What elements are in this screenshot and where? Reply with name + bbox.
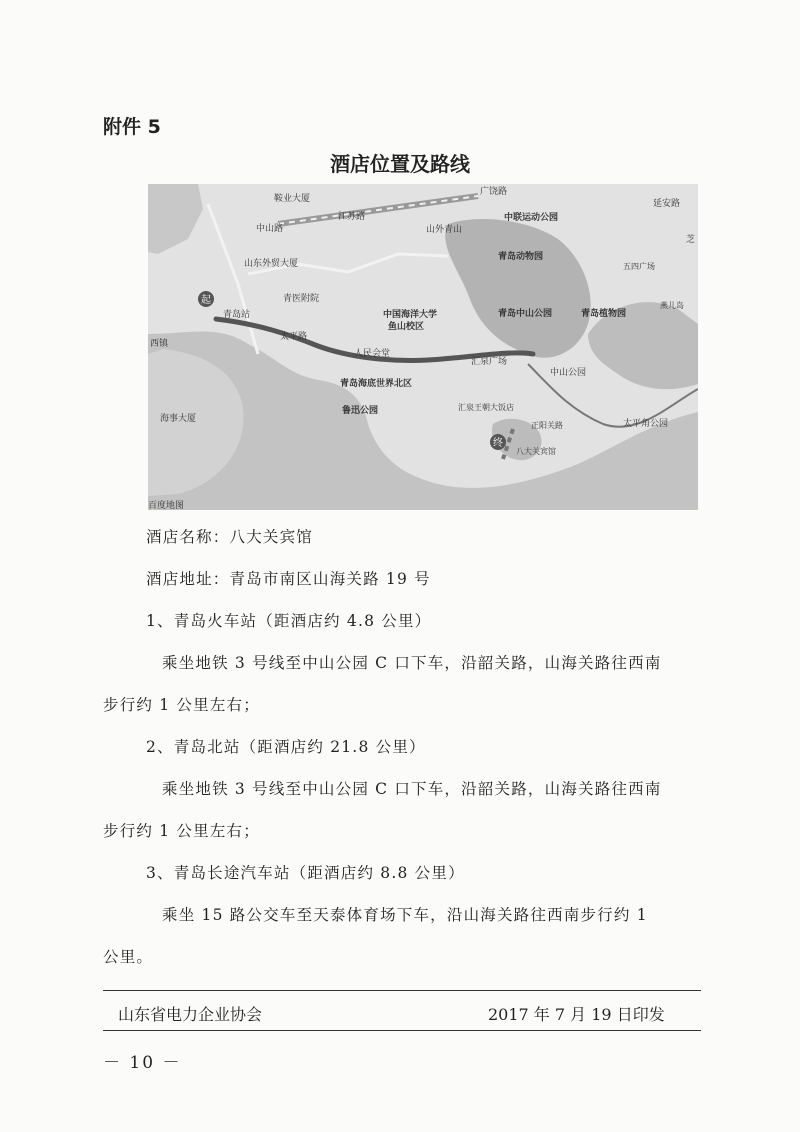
map-label: 西镇	[150, 339, 169, 349]
map-label: 八大关宾馆	[516, 447, 556, 456]
map-label: 山外青山	[426, 225, 463, 235]
map-label: 鱼山校区	[388, 322, 425, 332]
map-label: 山东外贸大厦	[244, 259, 299, 269]
map-attribution: 百度地图	[148, 501, 185, 510]
footer-date: 2017 年 7 月 19 日印发	[488, 1005, 665, 1024]
map-label: 青岛站	[223, 310, 251, 320]
route-text-1a: 乘坐地铁 3 号线至中山公园 C 口下车，沿韶关路，山海关路往西南	[162, 654, 662, 672]
footer-rule-bottom	[103, 1030, 701, 1031]
map-label: 海事大厦	[160, 414, 197, 424]
route-heading-2: 2、青岛北站（距酒店约 21.8 公里）	[146, 738, 426, 756]
hotel-name: 酒店名称：八大关宾馆	[146, 528, 314, 546]
end-marker-label: 终	[493, 438, 503, 449]
map-label: 青岛动物园	[498, 252, 544, 262]
footer-rule-top	[103, 990, 701, 991]
route-text-2b: 步行约 1 公里左右；	[103, 822, 260, 840]
map-label: 中山路	[256, 224, 284, 234]
map-label: 汇泉广场	[471, 357, 508, 367]
map-label: 青医附院	[283, 294, 320, 304]
page-title: 酒店位置及路线	[330, 152, 470, 176]
footer-organization: 山东省电力企业协会	[118, 1005, 263, 1024]
map-label: 鞍业大厦	[274, 194, 311, 204]
map-label: 中国海洋大学	[383, 310, 438, 320]
route-map	[148, 184, 698, 510]
route-text-3a: 乘坐 15 路公交车至天泰体育场下车，沿山海关路往西南步行约 1	[162, 906, 648, 924]
map-label: 延安路	[653, 199, 681, 209]
map-label: 太平角公园	[623, 419, 669, 429]
map-label: 五四广场	[623, 262, 655, 271]
map-label: 中山公园	[550, 368, 587, 378]
map-svg	[148, 184, 698, 510]
route-text-3b: 公里。	[103, 948, 154, 966]
map-label: 鲁迅公园	[342, 406, 379, 416]
map-label: 汇泉王朝大饭店	[458, 403, 514, 412]
page-number: － 10 －	[103, 1053, 182, 1073]
map-label: 青岛植物园	[581, 309, 627, 319]
route-text-1b: 步行约 1 公里左右；	[103, 696, 260, 714]
start-marker	[198, 291, 214, 307]
map-label: 人民会堂	[354, 349, 391, 359]
map-label: 正阳关路	[531, 421, 563, 430]
map-label: 燕儿岛	[660, 301, 684, 310]
map-label: 广饶路	[480, 187, 508, 197]
map-label: 芝	[686, 235, 696, 245]
map-label: 江苏路	[338, 212, 366, 222]
end-marker	[490, 434, 506, 450]
route-text-2a: 乘坐地铁 3 号线至中山公园 C 口下车，沿韶关路，山海关路往西南	[162, 780, 662, 798]
map-label: 青岛中山公园	[498, 309, 553, 319]
route-heading-1: 1、青岛火车站（距酒店约 4.8 公里）	[146, 612, 432, 630]
hotel-address: 酒店地址：青岛市南区山海关路 19 号	[146, 570, 431, 588]
map-label: 太平路	[280, 332, 308, 342]
attachment-label: 附件 5	[103, 116, 161, 138]
route-heading-3: 3、青岛长途汽车站（距酒店约 8.8 公里）	[146, 864, 465, 882]
map-label: 中联运动公园	[504, 213, 559, 223]
map-label: 青岛海底世界北区	[340, 379, 413, 389]
start-marker-label: 起	[201, 295, 211, 306]
